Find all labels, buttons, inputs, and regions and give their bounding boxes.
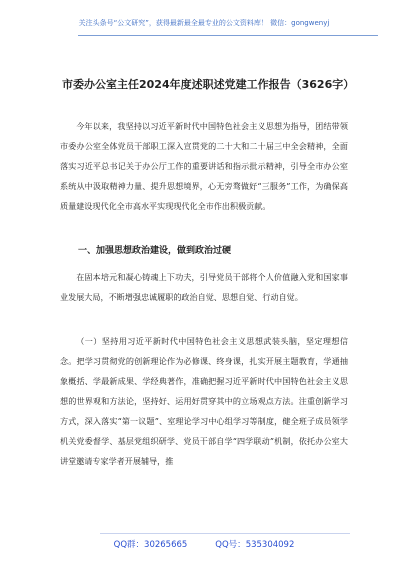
section-paragraph: （一）坚持用习近平新时代中国特色社会主义思想武装头脑，坚定理想信念。把学习贯彻党的创新理论作为必修课、终身课，扎实开展主题教育，学通抽象概括、学最新成果、学经典著作，准确把握习近平新时代中国特色社会主义思想的世界观和方法论，坚持好、运用好贯穿其中的立场观点方法。注重创新学习方式，深入落实“第一议题”、室理论学习中心组学习等制度，健全班子成员领学机关党委督学、基层党组织研学、党员干部自学“四学联动”机制，依托办公室大讲堂邀请专家学者开展辅导，推: [60, 336, 348, 466]
footer-divider: [100, 533, 350, 534]
footer-contact: [0, 538, 408, 550]
header-divider: [78, 35, 378, 36]
section-heading: 一、加强思想政治建设，做到政治过硬: [78, 246, 232, 256]
intro-paragraph: 今年以来，我坚持以习近平新时代中国特色社会主义思想为指导，团结带领市委办公室全体党员干部职工深入宣贯党的二十大和二十届三中全会精神，全面落实习近平总书记关于办公厅工作的重要讲话和指示批示精神，引导全市办公室系统从中汲取精神力量、提升思想境界，心无旁骛做好“三服务”工作，为确保高质量建设现代化全市高水平实现现代化全市作出积极贡献。: [60, 121, 348, 211]
header-banner: 关注头条号“公文研究”，获得最新最全最专业的公文资料库！ 微信：gongwenyj: [78, 19, 330, 27]
section-paragraph: 在固本培元和凝心铸魂上下功夫，引导党员干部将个人价值融入党和国家事业发展大局，不断增强忠诚履职的政治自觉、思想自觉、行动自觉。: [60, 272, 348, 302]
qq-group-label: QQ群：: [113, 540, 145, 550]
qq-group-number: 30265665: [144, 540, 188, 550]
qq-number: 535304092: [245, 540, 295, 550]
document-title: 市委办公室主任2024年度述职述党建工作报告（3626字）: [62, 78, 355, 91]
qq-label: QQ号：: [215, 540, 246, 550]
